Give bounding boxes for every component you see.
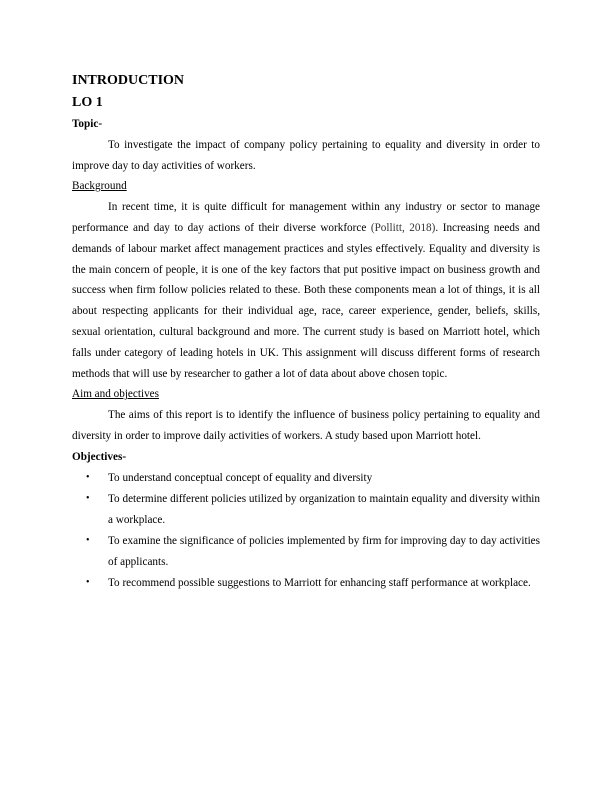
objective-item [72,573,540,594]
bullet-icon: • [86,471,90,483]
heading-lo-1: LO 1 [72,95,103,110]
objective-item [72,531,540,573]
background-text-part-1: In recent time, it is quite difficult for management within any industry or sector to manage performance and day to day actions of their diverse workforce [72,201,540,234]
objective-text: To understand conceptual concept of equality and diversity [108,471,373,484]
objective-text: To recommend possible suggestions to Marriott for enhancing staff performance at workplace. [108,577,531,590]
bullet-icon: • [86,577,90,589]
objective-item [72,489,540,531]
objectives-list [72,468,540,594]
document-page [72,70,540,594]
topic-label: Topic- [72,118,103,130]
objective-text: To determine different policies utilized by organization to maintain equality and diversity within a workplace. [108,492,540,526]
heading-introduction: INTRODUCTION [72,73,185,88]
background-citation: (Pollitt, 2018) [370,221,436,234]
topic-paragraph: To investigate the impact of company policy pertaining to equality and diversity in order to improve day to day activities of workers. [72,138,540,172]
objective-text: To examine the significance of policies implemented by firm for improving day to day activities of applicants. [108,534,540,568]
background-text-part-2: . Increasing needs and demands of labour market affect management practices and styles effectively. Equality and diversity is the main concern of people, it is one of the key factors that put positive impact on business growth and success when firm follow policies related to these. Both these components mean a lot of things, it is all about respecting applicants for their individual age, race, career experience, gender, beliefs, skills, sexual orientation, cultural background and more. The current study is based on Marriott hotel, which falls under category of leading hotels in UK. This assignment will discuss different forms of research methods that will use by researcher to gather a lot of data about above chosen topic. [72,221,541,380]
aim-heading: Aim and objectives [72,388,159,401]
background-paragraph [72,197,540,384]
objective-item [72,468,540,489]
bullet-icon: • [86,534,90,546]
background-heading: Background [72,180,127,193]
aim-paragraph: The aims of this report is to identify the influence of business policy pertaining to equality and diversity in order to improve daily activities of workers. A study based upon Marriott hotel. [72,409,540,442]
objectives-label: Objectives- [72,450,127,463]
bullet-icon: • [86,492,90,504]
